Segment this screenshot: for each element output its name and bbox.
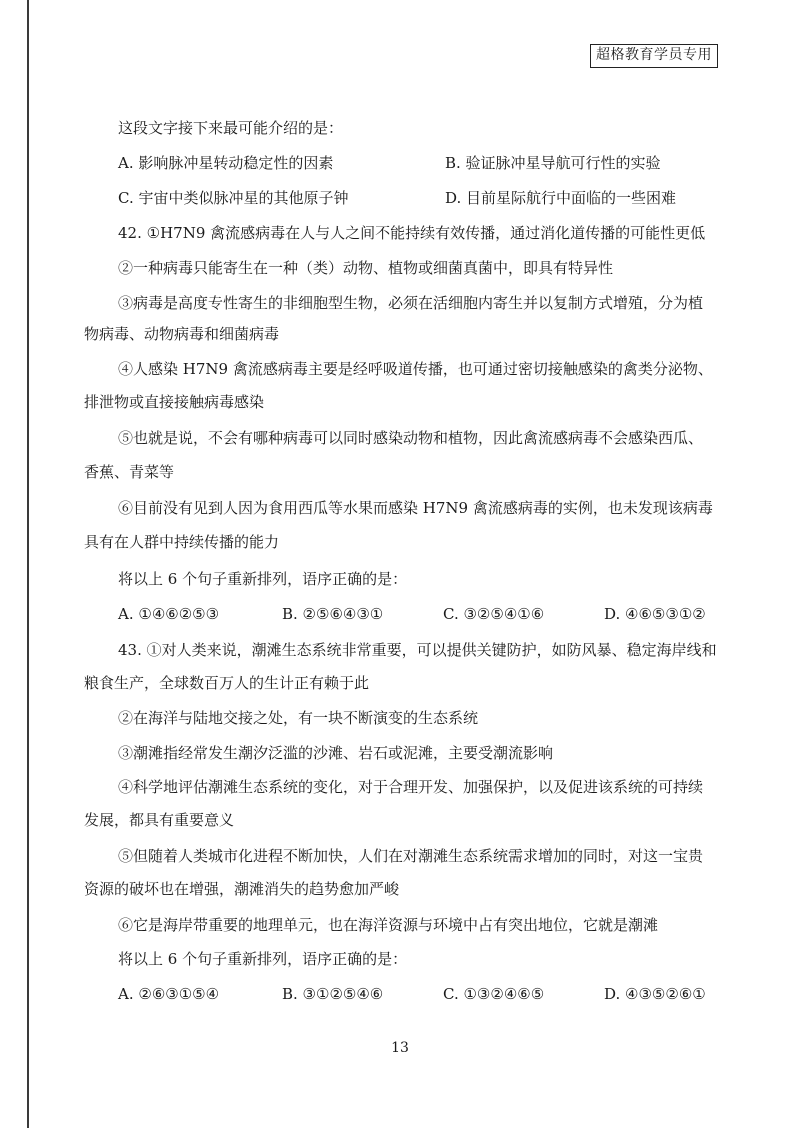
q42-sentence-5b: 香蕉、青菜等 <box>84 463 175 481</box>
q42-sentence-6b: 具有在人群中持续传播的能力 <box>84 533 280 551</box>
q43-option-a: A. ②⑥③①⑤④ <box>118 985 220 1003</box>
q43-sentence-3: ③潮滩指经常发生潮汐泛滥的沙滩、岩石或泥滩，主要受潮流影响 <box>118 744 554 762</box>
q43-option-c: C. ①③②④⑥⑤ <box>443 985 545 1003</box>
q42-option-d: D. ④⑥⑤③①② <box>604 605 706 623</box>
q43-sentence-2: ②在海洋与陆地交接之处，有一块不断演变的生态系统 <box>118 709 479 727</box>
q41-option-c: C. 宇宙中类似脉冲星的其他原子钟 <box>118 189 349 207</box>
q42-option-a: A. ①④⑥②⑤③ <box>118 605 220 623</box>
q43-sentence-1b: 粮食生产，全球数百万人的生计正有赖于此 <box>84 674 370 692</box>
q42-sentence-2: ②一种病毒只能寄生在一种（类）动物、植物或细菌真菌中，即具有特异性 <box>118 259 614 277</box>
q43-option-b: B. ③①②⑤④⑥ <box>282 985 384 1003</box>
q43-sentence-6: ⑥它是海岸带重要的地理单元，也在海洋资源与环境中占有突出地位，它就是潮滩 <box>118 916 659 934</box>
q42-sentence-3b: 物病毒、动物病毒和细菌病毒 <box>84 325 280 343</box>
q43-option-d: D. ④③⑤②⑥① <box>604 985 706 1003</box>
q41-option-a: A. 影响脉冲星转动稳定性的因素 <box>118 154 334 172</box>
q41-option-d: D. 目前星际航行中面临的一些困难 <box>445 189 677 207</box>
header-badge: 超格教育学员专用 <box>590 44 718 68</box>
page-number: 13 <box>391 1040 409 1056</box>
q42-option-c: C. ③②⑤④①⑥ <box>443 605 545 623</box>
q42-prompt: 将以上 6 个句子重新排列，语序正确的是： <box>118 570 408 588</box>
q42-sentence-4a: ④人感染 H7N9 禽流感病毒主要是经呼吸道传播，也可通过密切接触感染的禽类分泌物、 <box>118 360 713 378</box>
q43-sentence-1a: 43. ①对人类来说，潮滩生态系统非常重要，可以提供关键防护，如防风暴、稳定海岸线和 <box>118 641 717 659</box>
q42-option-b: B. ②⑤⑥④③① <box>282 605 384 623</box>
q43-sentence-5a: ⑤但随着人类城市化进程不断加快，人们在对潮滩生态系统需求增加的同时，对这一宝贵 <box>118 847 704 865</box>
q42-sentence-6a: ⑥目前没有见到人因为食用西瓜等水果而感染 H7N9 禽流感病毒的实例，也未发现该病毒 <box>118 499 713 517</box>
q42-sentence-1: 42. ①H7N9 禽流感病毒在人与人之间不能持续有效传播，通过消化道传播的可能性更低 <box>118 224 706 242</box>
q42-sentence-4b: 排泄物或直接接触病毒感染 <box>84 393 265 411</box>
q43-sentence-4a: ④科学地评估潮滩生态系统的变化，对于合理开发、加强保护，以及促进该系统的可持续 <box>118 778 704 796</box>
q43-sentence-5b: 资源的破坏也在增强，潮滩消失的趋势愈加严峻 <box>84 880 400 898</box>
q42-sentence-5a: ⑤也就是说，不会有哪种病毒可以同时感染动物和植物，因此禽流感病毒不会感染西瓜、 <box>118 429 704 447</box>
q42-sentence-3a: ③病毒是高度专性寄生的非细胞型生物，必须在活细胞内寄生并以复制方式增殖，分为植 <box>118 294 704 312</box>
q43-prompt: 将以上 6 个句子重新排列，语序正确的是： <box>118 950 408 968</box>
q43-sentence-4b: 发展，都具有重要意义 <box>84 811 235 829</box>
q41-option-b: B. 验证脉冲星导航可行性的实验 <box>445 154 661 172</box>
q41-stem: 这段文字接下来最可能介绍的是： <box>118 119 344 137</box>
